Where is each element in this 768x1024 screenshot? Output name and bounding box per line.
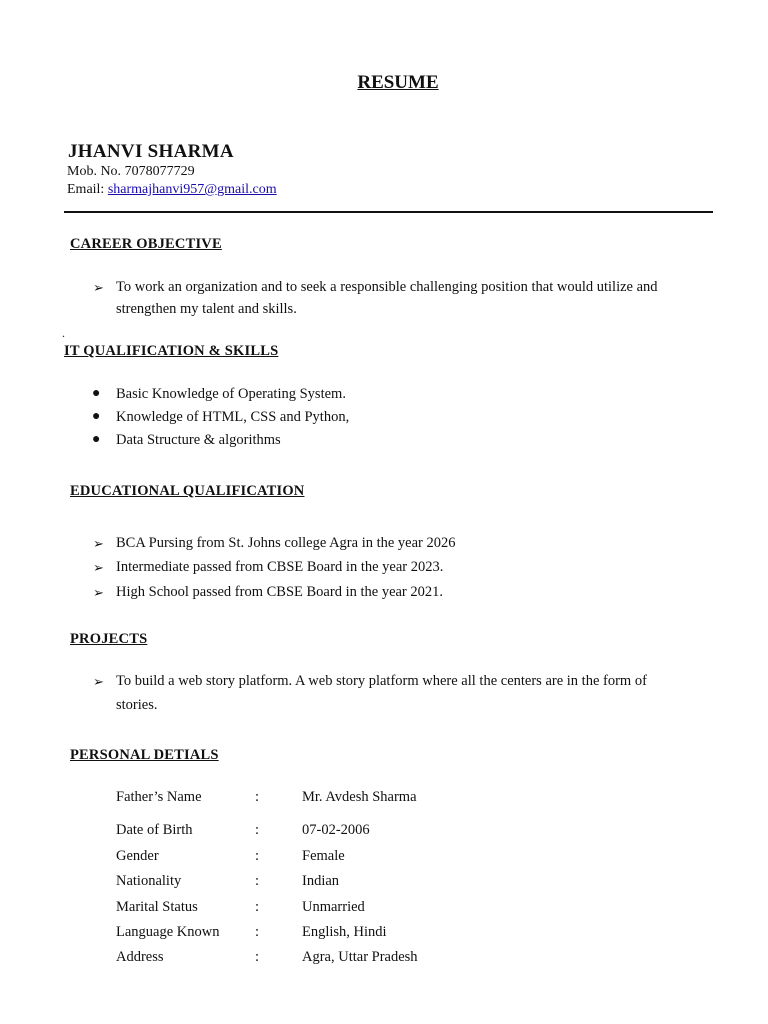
email-link[interactable]: sharmajhanvi957@gmail.com — [107, 182, 277, 197]
detail-label: Marital Status — [116, 899, 198, 915]
list-item — [0, 386, 768, 406]
detail-separator: : — [255, 899, 260, 915]
personal-details-heading: PERSONAL DETIALS — [70, 747, 219, 763]
round-bullet-icon: ● — [92, 432, 101, 447]
detail-label: Language Known — [116, 924, 220, 940]
detail-separator: : — [255, 873, 260, 889]
education-item: Intermediate passed from CBSE Board in the year 2023. — [116, 559, 444, 575]
mobile-label: Mob. No. — [67, 164, 125, 179]
page-title: RESUME — [357, 72, 439, 93]
project-line-1: To build a web story platform. A web story platform where all the centers are in the form of — [116, 673, 647, 689]
project-item — [0, 673, 768, 721]
detail-row-date-of-birth — [0, 822, 768, 842]
mobile-number: 7078077729 — [124, 164, 195, 179]
career-objective-heading: CAREER OBJECTIVE — [70, 236, 222, 252]
detail-label: Date of Birth — [116, 822, 193, 838]
skill-item: Knowledge of HTML, CSS and Python, — [116, 409, 350, 425]
detail-label: Address — [116, 949, 164, 965]
detail-row-nationality — [0, 873, 768, 893]
detail-label: Gender — [116, 848, 159, 864]
skill-item: Data Structure & algorithms — [116, 432, 281, 448]
detail-value: Indian — [302, 873, 340, 889]
career-objective-item — [0, 279, 768, 325]
career-objective-line-1: To work an organization and to seek a responsible challenging position that would utilize and — [116, 279, 658, 295]
arrow-bullet-icon: ➢ — [93, 674, 104, 689]
education-item: High School passed from CBSE Board in the year 2021. — [116, 584, 444, 600]
detail-separator: : — [255, 924, 260, 940]
round-bullet-icon: ● — [92, 409, 101, 424]
detail-separator: : — [255, 949, 260, 965]
detail-row-gender — [0, 848, 768, 868]
detail-row-fathers-name — [0, 789, 768, 809]
email-label: Email: — [67, 182, 108, 197]
detail-row-address — [0, 949, 768, 969]
stray-dot: . — [62, 326, 65, 340]
skill-item: Basic Knowledge of Operating System. — [116, 386, 346, 402]
list-item — [0, 559, 768, 579]
detail-value: 07-02-2006 — [302, 822, 370, 838]
career-objective-line-2: strengthen my talent and skills. — [116, 301, 297, 317]
project-line-2: stories. — [116, 697, 158, 713]
detail-value: Female — [302, 848, 345, 864]
detail-separator: : — [255, 848, 260, 864]
arrow-bullet-icon: ➢ — [93, 536, 104, 551]
arrow-bullet-icon: ➢ — [93, 280, 104, 295]
detail-row-marital-status — [0, 899, 768, 919]
mobile-line — [67, 163, 195, 180]
detail-row-language-known — [0, 924, 768, 944]
detail-label: Nationality — [116, 873, 182, 889]
detail-label: Father’s Name — [116, 789, 202, 805]
detail-value: English, Hindi — [302, 924, 387, 940]
skills-list — [0, 386, 768, 456]
detail-value: Unmarried — [302, 899, 365, 915]
list-item — [0, 535, 768, 555]
list-item — [0, 584, 768, 604]
detail-value: Agra, Uttar Pradesh — [302, 949, 418, 965]
detail-value: Mr. Avdesh Sharma — [302, 789, 417, 805]
projects-heading: PROJECTS — [70, 631, 148, 647]
education-list — [0, 535, 768, 607]
arrow-bullet-icon: ➢ — [93, 560, 104, 575]
education-heading: EDUCATIONAL QUALIFICATION — [70, 483, 305, 499]
email-line — [67, 181, 277, 198]
header-divider — [64, 211, 713, 213]
list-item — [0, 432, 768, 452]
list-item — [0, 409, 768, 429]
arrow-bullet-icon: ➢ — [93, 585, 104, 600]
skills-heading: IT QUALIFICATION & SKILLS — [64, 343, 279, 359]
detail-separator: : — [255, 789, 260, 805]
education-item: BCA Pursing from St. Johns college Agra in the year 2026 — [116, 535, 456, 551]
round-bullet-icon: ● — [92, 386, 101, 401]
candidate-name: JHANVI SHARMA — [68, 141, 234, 162]
detail-separator: : — [255, 822, 260, 838]
